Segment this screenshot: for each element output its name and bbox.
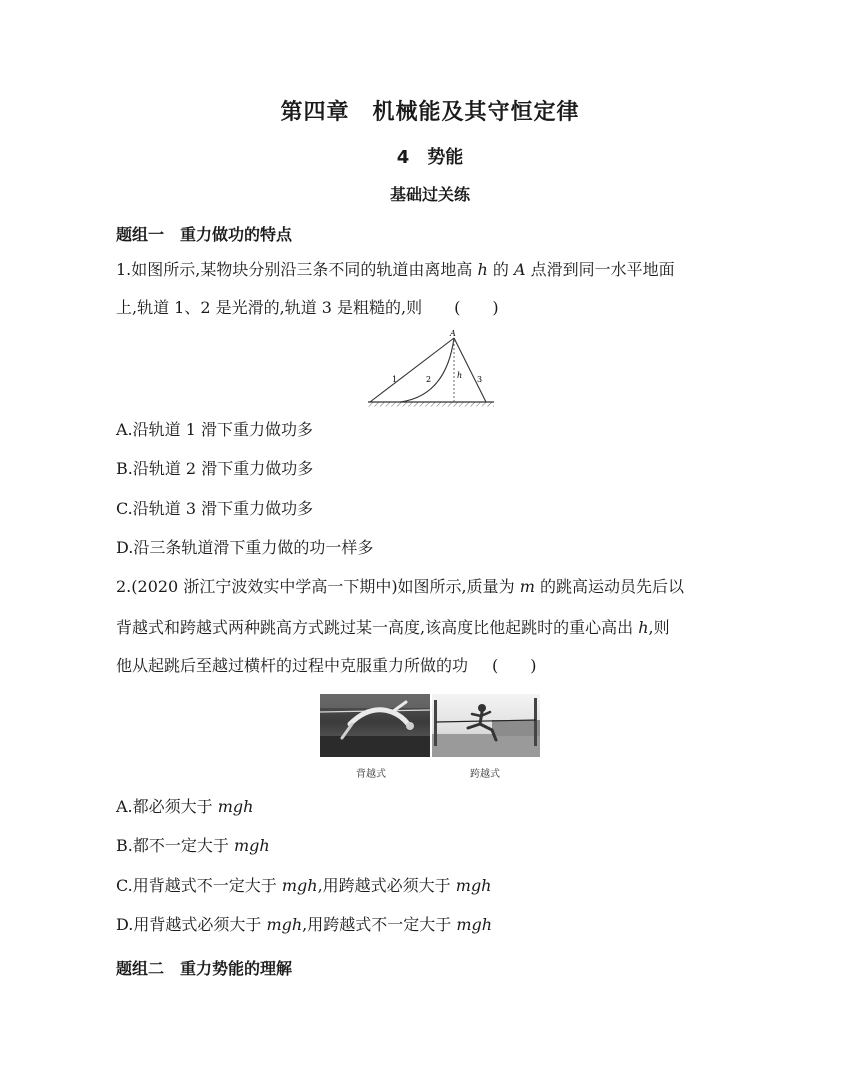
q2-answer-paren: ( ): [492, 656, 537, 675]
q2-option-c[interactable]: [116, 876, 491, 896]
group-heading-2: 题组二 重力势能的理解: [116, 959, 293, 978]
q1-option-b[interactable]: B.沿轨道 2 滑下重力做功多: [116, 459, 314, 478]
group-heading-1: 题组一 重力做功的特点: [116, 225, 293, 244]
q2-option-d-text-a: D.用背越式必须大于: [116, 915, 267, 934]
track-2: [400, 338, 454, 402]
chapter-title: 第四章 机械能及其守恒定律: [280, 100, 580, 125]
q1-var-A: A: [513, 260, 526, 279]
label-h: h: [457, 371, 463, 380]
q2-option-c-mgh-2: mgh: [455, 876, 492, 895]
ground-hatch: [368, 403, 494, 407]
section-title: 4 势能: [396, 147, 464, 168]
question-2-line-2: [116, 618, 670, 638]
track-1: [370, 338, 454, 402]
q1-option-c[interactable]: C.沿轨道 3 滑下重力做功多: [116, 499, 314, 518]
track-3: [454, 338, 486, 402]
question-1-line-2: [116, 298, 499, 318]
q2-option-c-text-a: C.用背越式不一定大于: [116, 876, 282, 895]
q2-option-d-mgh-2: mgh: [456, 915, 493, 934]
q2-option-c-text-b: ,用跨越式必须大于: [317, 876, 456, 895]
q2-option-a-text: A.都必须大于: [116, 797, 218, 816]
track-diagram: [364, 326, 500, 408]
straddle-style-figure: [432, 694, 540, 757]
q2-text-a: 2.(2020 浙江宁波效实中学高一下期中)如图所示,质量为: [116, 577, 520, 596]
q2-option-b-mgh: mgh: [233, 836, 270, 855]
q1-text-b: 的: [487, 260, 514, 279]
back-style-figure: [320, 694, 430, 757]
q1-text-c: 点滑到同一水平地面: [525, 260, 675, 279]
q2-option-c-mgh-1: mgh: [281, 876, 318, 895]
q2-text-b: 的跳高运动员先后以: [534, 577, 684, 596]
q2-text-d: ,则: [648, 618, 670, 637]
q1-option-d[interactable]: D.沿三条轨道滑下重力做的功一样多: [116, 538, 374, 557]
q2-text-line3: 他从起跳后至越过横杆的过程中克服重力所做的功: [116, 656, 469, 675]
q2-option-b-text: B.都不一定大于: [116, 836, 234, 855]
q2-var-m: m: [519, 577, 535, 596]
q1-answer-paren: ( ): [454, 298, 499, 317]
label-track-2: 2: [426, 375, 432, 384]
caption-straddle-style: 跨越式: [470, 769, 500, 780]
q2-option-b[interactable]: [116, 836, 270, 856]
photo-back-style: [320, 694, 430, 757]
caption-back-style: 背越式: [356, 769, 386, 780]
q2-text-c: 背越式和跨越式两种跳高方式跳过某一高度,该高度比他起跳时的重心高出: [116, 618, 639, 637]
question-2-line-1: [116, 577, 684, 597]
high-jump-photos: [320, 694, 540, 784]
q2-option-d-text-b: ,用跨越式不一定大于: [302, 915, 457, 934]
question-2-line-3: [116, 656, 537, 676]
q2-var-h: h: [638, 618, 649, 637]
q2-option-a[interactable]: [116, 797, 253, 817]
label-A: A: [450, 329, 456, 338]
q2-option-d[interactable]: [116, 915, 492, 935]
photo-straddle-style: [432, 694, 540, 757]
label-track-1: 1: [392, 375, 398, 384]
question-1-line-1: [116, 260, 675, 280]
q2-option-a-mgh: mgh: [217, 797, 254, 816]
q1-option-a[interactable]: A.沿轨道 1 滑下重力做功多: [116, 420, 313, 439]
q1-text-line2: 上,轨道 1、2 是光滑的,轨道 3 是粗糙的,则: [116, 298, 423, 317]
sub-title: 基础过关练: [389, 185, 470, 204]
q1-var-h: h: [477, 260, 488, 279]
q2-option-d-mgh-1: mgh: [266, 915, 303, 934]
label-track-3: 3: [477, 375, 483, 384]
q1-text-a: 1.如图所示,某物块分别沿三条不同的轨道由离地高: [116, 260, 478, 279]
